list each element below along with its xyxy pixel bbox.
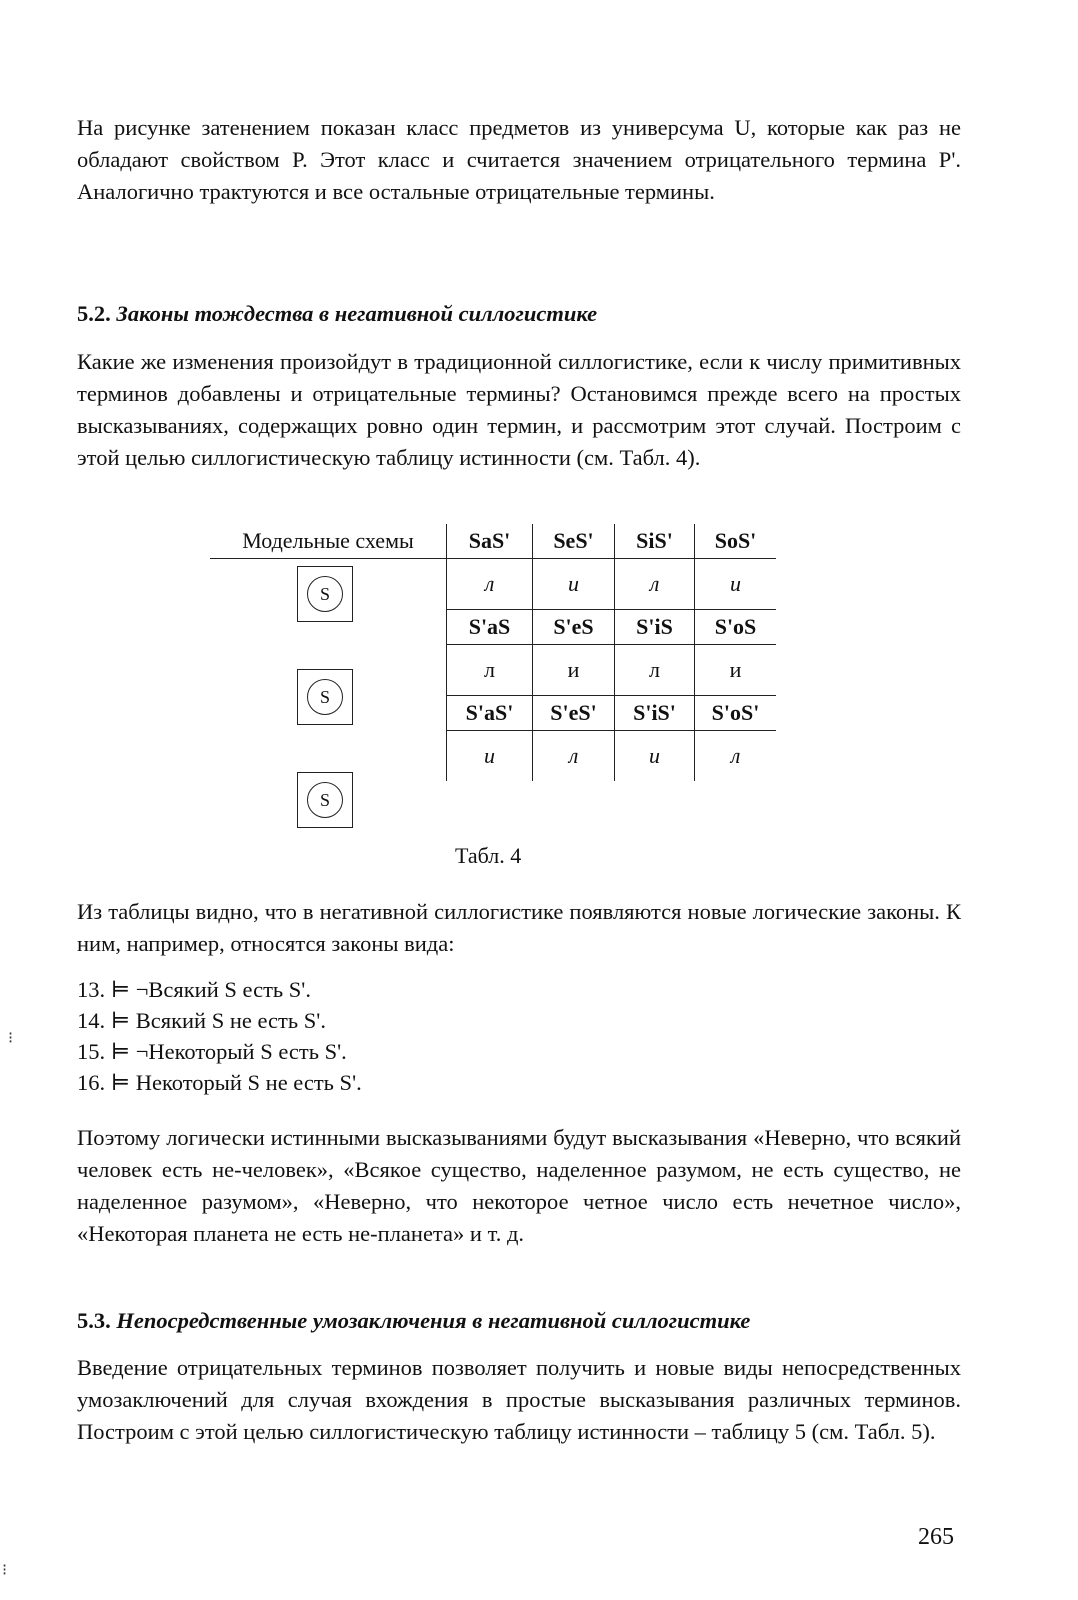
table-value-cell: л xyxy=(532,731,614,781)
table-value-cell: л xyxy=(446,645,532,696)
paragraph-examples-block xyxy=(77,1122,961,1250)
truth-table-4-grid xyxy=(210,524,776,781)
table-value-cell: и xyxy=(614,731,694,781)
table-value-cell: и xyxy=(446,731,532,781)
paragraph-truth-table-intro: Какие же изменения произойдут в традиционной силлогистике, если к числу примитивных терминов добавлены и отрицательные термины? Остановимся прежде всего на простых высказываниях, содержащих ровно один термин, и рассмотрим этот случай. Построим с этой целью силлогистическую таблицу истинности (см. Табл. 4). xyxy=(77,349,961,470)
term-circle xyxy=(307,679,343,715)
paragraph-laws-intro: Из таблицы видно, что в негативной силлогистике появляются новые логические законы. К ним, например, относятся законы вида: xyxy=(77,899,961,956)
paragraph-truth-table-intro-block xyxy=(77,346,961,474)
table-header-label: Модельные схемы xyxy=(210,524,446,559)
margin-mark: ⁝ xyxy=(2,1562,8,1579)
table-value-cell: л xyxy=(694,731,776,781)
table-header-cell: S'eS' xyxy=(532,696,614,731)
table-caption: Табл. 4 xyxy=(455,843,522,868)
table-header-cell: S'iS' xyxy=(614,696,694,731)
table-value-cell: л xyxy=(614,645,694,696)
paragraph-laws-intro-block xyxy=(77,896,961,960)
section-heading-5-2 xyxy=(77,298,961,330)
paragraph-intro xyxy=(77,112,961,208)
table-value-cell: л xyxy=(446,559,532,610)
table-header-cell: SiS' xyxy=(614,524,694,559)
table-value-cell: л xyxy=(614,559,694,610)
model-scheme-diagram xyxy=(297,566,353,622)
table-value-cell: и xyxy=(532,645,614,696)
table-header-cell: SaS' xyxy=(446,524,532,559)
table-header-cell: SoS' xyxy=(694,524,776,559)
truth-table-4 xyxy=(210,524,776,810)
table-header-cell: S'eS xyxy=(532,610,614,645)
term-circle xyxy=(307,782,343,818)
section-number: 5.2. xyxy=(77,301,111,326)
table-header-cell: S'aS' xyxy=(446,696,532,731)
term-circle xyxy=(307,576,343,612)
paragraph-inference: Введение отрицательных терминов позволяет получить и новые виды непосредственных умозаключений для случая вхождения в простые высказывания различных терминов. Построим с этой целью силлогистическую таблицу истинности – таблицу 5 (см. Табл. 5). xyxy=(77,1355,961,1444)
table-header-cell: S'oS xyxy=(694,610,776,645)
table-value-cell: и xyxy=(694,559,776,610)
model-scheme-diagram xyxy=(297,772,353,828)
section-title: Законы тождества в негативной силлогистике xyxy=(116,301,598,326)
section-title: Непосредственные умозаключения в негативной силлогистике xyxy=(116,1308,751,1333)
section-5-2 xyxy=(77,298,961,330)
table-header-cell: S'aS xyxy=(446,610,532,645)
model-scheme-diagram xyxy=(297,669,353,725)
section-number: 5.3. xyxy=(77,1308,111,1333)
paragraph-intro-text: На рисунке затенением показан класс предметов из универсума U, которые как раз не обладают свойством P. Этот класс и считается значением отрицательного термина P'. Аналогично трактуются и все остальные отрицательные термины. xyxy=(77,115,961,204)
margin-mark: ⁝ xyxy=(8,1030,14,1047)
term-circle-label: S xyxy=(319,789,330,810)
law-item: 15. ⊨ ¬Некоторый S есть S'. xyxy=(77,1039,347,1064)
term-circle-label: S xyxy=(319,583,330,604)
section-heading-5-3 xyxy=(77,1305,961,1337)
paragraph-examples: Поэтому логически истинными высказываниями будут высказывания «Неверно, что всякий человек есть не-человек», «Всякое существо, наделенное разумом, не есть существо, не наделенное разумом», «Неверно, что некоторое четное число есть нечетное число», «Некоторая планета не есть не-планета» и т. д. xyxy=(77,1125,961,1246)
term-circle-label: S xyxy=(319,686,330,707)
page-body xyxy=(77,112,961,208)
law-item: 13. ⊨ ¬Всякий S есть S'. xyxy=(77,977,311,1002)
page-number: 265 xyxy=(918,1524,954,1550)
table-header-cell: SeS' xyxy=(532,524,614,559)
law-item: 16. ⊨ Некоторый S не есть S'. xyxy=(77,1070,362,1095)
table-value-cell: и xyxy=(694,645,776,696)
section-5-3 xyxy=(77,1305,961,1337)
laws-list xyxy=(77,974,362,1098)
table-header-cell: S'oS' xyxy=(694,696,776,731)
paragraph-inference-block xyxy=(77,1352,961,1448)
table-header-cell: S'iS xyxy=(614,610,694,645)
table-value-cell: и xyxy=(532,559,614,610)
law-item: 14. ⊨ Всякий S не есть S'. xyxy=(77,1008,326,1033)
